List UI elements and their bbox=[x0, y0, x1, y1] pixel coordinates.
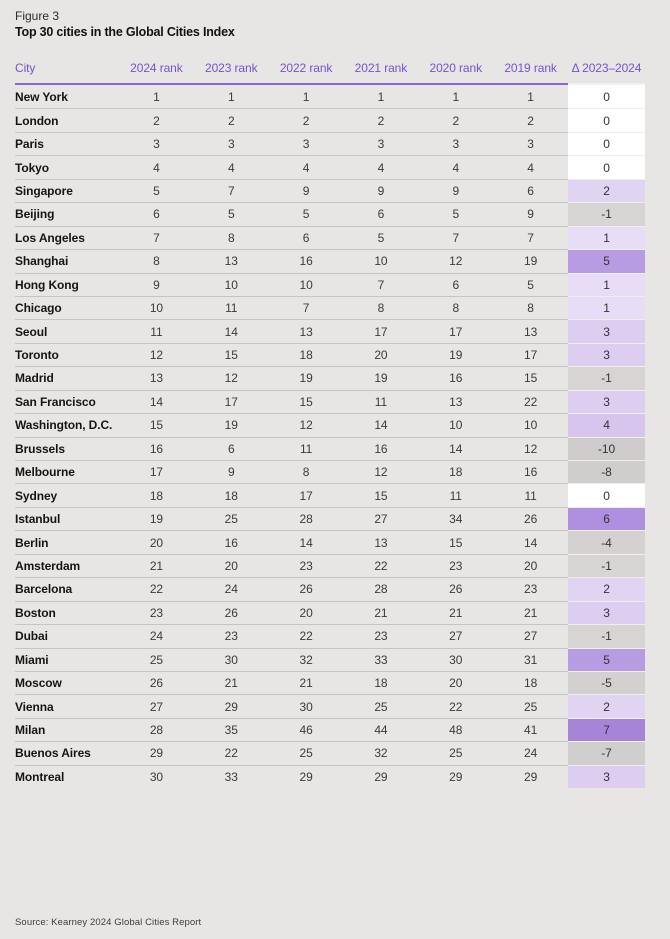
rank-cell: 48 bbox=[418, 718, 493, 741]
rank-cell: 22 bbox=[493, 390, 568, 413]
rank-cell: 4 bbox=[119, 155, 194, 178]
city-cell: Berlin bbox=[15, 530, 119, 553]
rank-cell: 2 bbox=[493, 108, 568, 131]
delta-cell: 0 bbox=[568, 108, 645, 131]
rank-cell: 13 bbox=[269, 319, 344, 342]
rank-cell: 27 bbox=[418, 624, 493, 647]
rank-cell: 6 bbox=[344, 202, 419, 225]
rank-cell: 1 bbox=[377, 89, 385, 104]
delta-cell: -4 bbox=[568, 530, 645, 553]
source-note: Source: Kearney 2024 Global Cities Report bbox=[15, 917, 202, 928]
delta-cell: 1 bbox=[568, 296, 645, 319]
rank-cell: 19 bbox=[418, 343, 493, 366]
city-cell: Los Angeles bbox=[15, 226, 119, 249]
rank-cell: 26 bbox=[493, 507, 568, 530]
rank-cell: 29 bbox=[269, 765, 344, 788]
table-row bbox=[15, 554, 645, 577]
delta-cell: 5 bbox=[568, 648, 645, 671]
rank-cell: 29 bbox=[344, 765, 419, 788]
delta-cell: 3 bbox=[568, 601, 645, 624]
city-cell: Paris bbox=[15, 132, 119, 155]
rank-cell: 16 bbox=[493, 460, 568, 483]
rank-cell: 9 bbox=[344, 179, 419, 202]
city-cell: Vienna bbox=[15, 694, 119, 717]
rank-cell: 5 bbox=[493, 273, 568, 296]
rank-cell: 28 bbox=[344, 577, 419, 600]
rank-cell: 20 bbox=[269, 601, 344, 624]
rank-cell: 14 bbox=[418, 437, 493, 460]
rank-cell: 15 bbox=[119, 413, 194, 436]
rank-cell: 20 bbox=[418, 671, 493, 694]
delta-cell: 7 bbox=[568, 718, 645, 741]
table-row bbox=[15, 85, 645, 108]
rank-cell: 30 bbox=[194, 648, 269, 671]
rank-cell: 14 bbox=[119, 390, 194, 413]
rank-cell: 14 bbox=[344, 413, 419, 436]
global-cities-index-table bbox=[15, 52, 645, 788]
rank-cell: 12 bbox=[344, 460, 419, 483]
rank-cell: 7 bbox=[344, 273, 419, 296]
rank-cell: 11 bbox=[119, 319, 194, 342]
delta-cell: 2 bbox=[568, 694, 645, 717]
table-row bbox=[15, 249, 645, 272]
column-header: City bbox=[15, 52, 119, 85]
rank-cell: 3 bbox=[269, 132, 344, 155]
delta-cell: 3 bbox=[568, 390, 645, 413]
city-cell: Milan bbox=[15, 718, 119, 741]
rank-cell: 33 bbox=[194, 765, 269, 788]
table-row bbox=[15, 226, 645, 249]
rank-cell: 15 bbox=[269, 390, 344, 413]
rank-cell: 15 bbox=[194, 343, 269, 366]
city-cell: Seoul bbox=[15, 319, 119, 342]
rank-cell: 28 bbox=[269, 507, 344, 530]
rank-cell: 19 bbox=[493, 249, 568, 272]
rank-cell: 14 bbox=[194, 319, 269, 342]
delta-cell: 0 bbox=[568, 132, 645, 155]
rank-cell: 19 bbox=[119, 507, 194, 530]
rank-cell: 23 bbox=[344, 624, 419, 647]
city-cell: Dubai bbox=[15, 624, 119, 647]
rank-cell: 3 bbox=[119, 132, 194, 155]
rank-cell: 11 bbox=[194, 296, 269, 319]
delta-cell: 0 bbox=[568, 85, 645, 108]
delta-cell: 3 bbox=[568, 343, 645, 366]
table-row bbox=[15, 671, 645, 694]
delta-cell: -1 bbox=[568, 624, 645, 647]
rank-cell: 4 bbox=[194, 155, 269, 178]
delta-cell: 0 bbox=[568, 155, 645, 178]
column-header: 2023 rank bbox=[194, 52, 269, 85]
rank-cell: 6 bbox=[119, 202, 194, 225]
rank-cell: 24 bbox=[493, 741, 568, 764]
rank-cell: 15 bbox=[493, 366, 568, 389]
rank-cell: 22 bbox=[418, 694, 493, 717]
rank-cell: 25 bbox=[418, 741, 493, 764]
rank-cell: 32 bbox=[344, 741, 419, 764]
rank-cell: 30 bbox=[119, 765, 194, 788]
rank-cell: 11 bbox=[344, 390, 419, 413]
rank-cell: 26 bbox=[269, 577, 344, 600]
rank-cell: 18 bbox=[194, 483, 269, 506]
rank-cell: 19 bbox=[269, 366, 344, 389]
city-cell: Brussels bbox=[15, 437, 119, 460]
city-cell: Boston bbox=[15, 601, 119, 624]
city-cell: New York bbox=[15, 89, 68, 104]
table-row bbox=[15, 741, 645, 764]
rank-cell: 19 bbox=[194, 413, 269, 436]
figure-label: Figure 3 bbox=[15, 9, 60, 23]
rank-cell: 17 bbox=[194, 390, 269, 413]
rank-cell: 7 bbox=[119, 226, 194, 249]
rank-cell: 7 bbox=[418, 226, 493, 249]
rank-cell: 21 bbox=[269, 671, 344, 694]
table-row bbox=[15, 437, 645, 460]
delta-cell: -1 bbox=[568, 366, 645, 389]
rank-cell: 3 bbox=[418, 132, 493, 155]
rank-cell: 31 bbox=[493, 648, 568, 671]
rank-cell: 9 bbox=[194, 460, 269, 483]
table-row bbox=[15, 648, 645, 671]
rank-cell: 26 bbox=[194, 601, 269, 624]
rank-cell: 21 bbox=[344, 601, 419, 624]
rank-cell: 22 bbox=[194, 741, 269, 764]
rank-cell: 18 bbox=[269, 343, 344, 366]
rank-cell: 20 bbox=[493, 554, 568, 577]
rank-cell: 24 bbox=[194, 577, 269, 600]
city-cell: Madrid bbox=[15, 366, 119, 389]
column-header: 2024 rank bbox=[119, 52, 194, 85]
rank-cell: 12 bbox=[418, 249, 493, 272]
city-cell: Singapore bbox=[15, 179, 119, 202]
rank-cell: 30 bbox=[269, 694, 344, 717]
figure-title: Top 30 cities in the Global Cities Index bbox=[15, 25, 235, 39]
rank-cell: 26 bbox=[418, 577, 493, 600]
city-cell: San Francisco bbox=[15, 390, 119, 413]
rank-cell: 18 bbox=[418, 460, 493, 483]
rank-cell: 14 bbox=[269, 530, 344, 553]
city-cell: Amsterdam bbox=[15, 554, 119, 577]
rank-cell: 27 bbox=[119, 694, 194, 717]
table-row bbox=[15, 718, 645, 741]
rank-cell: 13 bbox=[418, 390, 493, 413]
delta-cell: 1 bbox=[568, 226, 645, 249]
rank-cell: 28 bbox=[119, 718, 194, 741]
rank-cell: 15 bbox=[344, 483, 419, 506]
delta-cell: 0 bbox=[568, 483, 645, 506]
rank-cell: 2 bbox=[418, 108, 493, 131]
rank-cell: 20 bbox=[344, 343, 419, 366]
city-cell: Montreal bbox=[15, 765, 119, 788]
rank-cell: 5 bbox=[344, 226, 419, 249]
rank-cell: 8 bbox=[269, 460, 344, 483]
delta-cell: -7 bbox=[568, 741, 645, 764]
rank-cell: 3 bbox=[194, 132, 269, 155]
delta-cell: 2 bbox=[568, 179, 645, 202]
rank-cell: 1 bbox=[227, 89, 235, 104]
rank-cell: 22 bbox=[344, 554, 419, 577]
rank-cell: 25 bbox=[269, 741, 344, 764]
rank-cell: 16 bbox=[269, 249, 344, 272]
table-row bbox=[15, 577, 645, 600]
rank-cell: 8 bbox=[194, 226, 269, 249]
table-row bbox=[15, 132, 645, 155]
table-row bbox=[15, 155, 645, 178]
table-row bbox=[15, 202, 645, 225]
table-row bbox=[15, 601, 645, 624]
rank-cell: 8 bbox=[493, 296, 568, 319]
city-cell: London bbox=[15, 108, 119, 131]
table-row bbox=[15, 483, 645, 506]
delta-cell: 6 bbox=[568, 507, 645, 530]
rank-cell: 5 bbox=[194, 202, 269, 225]
table-row bbox=[15, 179, 645, 202]
rank-cell: 8 bbox=[418, 296, 493, 319]
rank-cell: 5 bbox=[418, 202, 493, 225]
table-row bbox=[15, 765, 645, 788]
table-row bbox=[15, 319, 645, 342]
rank-cell: 8 bbox=[344, 296, 419, 319]
rank-cell: 1 bbox=[153, 89, 160, 104]
rank-cell: 12 bbox=[119, 343, 194, 366]
rank-cell: 2 bbox=[269, 108, 344, 131]
rank-cell: 29 bbox=[194, 694, 269, 717]
delta-cell: -5 bbox=[568, 671, 645, 694]
table-row bbox=[15, 507, 645, 530]
rank-cell: 23 bbox=[269, 554, 344, 577]
delta-cell: 5 bbox=[568, 249, 645, 272]
rank-cell: 21 bbox=[493, 601, 568, 624]
rank-cell: 21 bbox=[418, 601, 493, 624]
rank-cell: 27 bbox=[344, 507, 419, 530]
city-cell: Washington, D.C. bbox=[15, 413, 119, 436]
rank-cell: 18 bbox=[493, 671, 568, 694]
table-row bbox=[15, 296, 645, 319]
rank-cell: 13 bbox=[119, 366, 194, 389]
table-row bbox=[15, 343, 645, 366]
rank-cell: 11 bbox=[269, 437, 344, 460]
column-header: 2020 rank bbox=[418, 52, 493, 85]
rank-cell: 13 bbox=[194, 249, 269, 272]
delta-cell: 4 bbox=[568, 413, 645, 436]
rank-cell: 16 bbox=[344, 437, 419, 460]
rank-cell: 17 bbox=[269, 483, 344, 506]
rank-cell: 10 bbox=[194, 273, 269, 296]
rank-cell: 25 bbox=[194, 507, 269, 530]
delta-cell: -8 bbox=[568, 460, 645, 483]
rank-cell: 29 bbox=[493, 765, 568, 788]
rank-cell: 18 bbox=[119, 483, 194, 506]
column-header: 2019 rank bbox=[493, 52, 568, 85]
rank-cell: 6 bbox=[493, 179, 568, 202]
rank-cell: 17 bbox=[119, 460, 194, 483]
rank-cell: 12 bbox=[493, 437, 568, 460]
rank-cell: 21 bbox=[119, 554, 194, 577]
rank-cell: 4 bbox=[493, 155, 568, 178]
rank-cell: 17 bbox=[344, 319, 419, 342]
rank-cell: 9 bbox=[119, 273, 194, 296]
rank-cell: 15 bbox=[418, 530, 493, 553]
table-row bbox=[15, 273, 645, 296]
city-cell: Sydney bbox=[15, 483, 119, 506]
city-cell: Moscow bbox=[15, 671, 119, 694]
rank-cell: 3 bbox=[344, 132, 419, 155]
rank-cell: 4 bbox=[418, 155, 493, 178]
city-cell: Barcelona bbox=[15, 577, 119, 600]
rank-cell: 14 bbox=[493, 530, 568, 553]
rank-cell: 7 bbox=[493, 226, 568, 249]
rank-cell: 5 bbox=[119, 179, 194, 202]
city-cell: Chicago bbox=[15, 296, 119, 319]
rank-cell: 2 bbox=[194, 108, 269, 131]
rank-cell: 7 bbox=[194, 179, 269, 202]
rank-cell: 25 bbox=[119, 648, 194, 671]
rank-cell: 44 bbox=[344, 718, 419, 741]
delta-cell: -1 bbox=[568, 202, 645, 225]
rank-cell: 4 bbox=[269, 155, 344, 178]
rank-cell: 8 bbox=[119, 249, 194, 272]
rank-cell: 32 bbox=[269, 648, 344, 671]
rank-cell: 9 bbox=[493, 202, 568, 225]
rank-cell: 9 bbox=[418, 179, 493, 202]
table-body bbox=[15, 85, 645, 788]
rank-cell: 24 bbox=[119, 624, 194, 647]
rank-cell: 6 bbox=[269, 226, 344, 249]
rank-cell: 46 bbox=[269, 718, 344, 741]
rank-cell: 11 bbox=[493, 483, 568, 506]
rank-cell: 26 bbox=[119, 671, 194, 694]
rank-cell: 16 bbox=[119, 437, 194, 460]
table-row bbox=[15, 390, 645, 413]
rank-cell: 17 bbox=[493, 343, 568, 366]
table-header bbox=[15, 52, 645, 85]
table-row bbox=[15, 460, 645, 483]
rank-cell: 21 bbox=[194, 671, 269, 694]
rank-cell: 9 bbox=[269, 179, 344, 202]
rank-cell: 20 bbox=[194, 554, 269, 577]
city-cell: Beijing bbox=[15, 202, 119, 225]
city-cell: Melbourne bbox=[15, 460, 119, 483]
table-row bbox=[15, 108, 645, 131]
rank-cell: 23 bbox=[493, 577, 568, 600]
rank-cell: 22 bbox=[119, 577, 194, 600]
rank-cell: 6 bbox=[418, 273, 493, 296]
rank-cell: 10 bbox=[119, 296, 194, 319]
rank-cell: 23 bbox=[194, 624, 269, 647]
rank-cell: 2 bbox=[344, 108, 419, 131]
rank-cell: 6 bbox=[194, 437, 269, 460]
rank-cell: 11 bbox=[418, 483, 493, 506]
rank-cell: 29 bbox=[418, 765, 493, 788]
delta-cell: -10 bbox=[568, 437, 645, 460]
rank-cell: 27 bbox=[493, 624, 568, 647]
rank-cell: 10 bbox=[344, 249, 419, 272]
rank-cell: 25 bbox=[493, 694, 568, 717]
rank-cell: 5 bbox=[269, 202, 344, 225]
rank-cell: 10 bbox=[493, 413, 568, 436]
rank-cell: 2 bbox=[119, 108, 194, 131]
rank-cell: 16 bbox=[418, 366, 493, 389]
rank-cell: 25 bbox=[344, 694, 419, 717]
city-cell: Hong Kong bbox=[15, 273, 119, 296]
rank-cell: 23 bbox=[418, 554, 493, 577]
city-cell: Miami bbox=[15, 648, 119, 671]
rank-cell: 17 bbox=[418, 319, 493, 342]
table-row bbox=[15, 694, 645, 717]
column-header: Δ 2023–2024 bbox=[568, 52, 645, 85]
delta-cell: 3 bbox=[568, 319, 645, 342]
city-cell: Shanghai bbox=[15, 249, 119, 272]
column-header: 2021 rank bbox=[344, 52, 419, 85]
city-cell: Toronto bbox=[15, 343, 119, 366]
rank-cell: 3 bbox=[493, 132, 568, 155]
rank-cell: 20 bbox=[119, 530, 194, 553]
rank-cell: 12 bbox=[269, 413, 344, 436]
rank-cell: 13 bbox=[493, 319, 568, 342]
city-cell: Tokyo bbox=[15, 155, 119, 178]
column-header: 2022 rank bbox=[269, 52, 344, 85]
rank-cell: 30 bbox=[418, 648, 493, 671]
delta-cell: 1 bbox=[568, 273, 645, 296]
rank-cell: 4 bbox=[344, 155, 419, 178]
table-row bbox=[15, 530, 645, 553]
rank-cell: 41 bbox=[493, 718, 568, 741]
rank-cell: 35 bbox=[194, 718, 269, 741]
city-cell: Istanbul bbox=[15, 507, 119, 530]
rank-cell: 7 bbox=[269, 296, 344, 319]
rank-cell: 16 bbox=[194, 530, 269, 553]
rank-cell: 1 bbox=[452, 89, 460, 104]
table-row bbox=[15, 413, 645, 436]
rank-cell: 18 bbox=[344, 671, 419, 694]
rank-cell: 12 bbox=[194, 366, 269, 389]
city-cell: Buenos Aires bbox=[15, 741, 119, 764]
rank-cell: 1 bbox=[302, 89, 310, 104]
delta-cell: -1 bbox=[568, 554, 645, 577]
rank-cell: 10 bbox=[418, 413, 493, 436]
table-row bbox=[15, 624, 645, 647]
rank-cell: 22 bbox=[269, 624, 344, 647]
table-row bbox=[15, 366, 645, 389]
rank-cell: 29 bbox=[119, 741, 194, 764]
delta-cell: 2 bbox=[568, 577, 645, 600]
rank-cell: 34 bbox=[418, 507, 493, 530]
rank-cell: 1 bbox=[527, 89, 534, 104]
rank-cell: 13 bbox=[344, 530, 419, 553]
rank-cell: 33 bbox=[344, 648, 419, 671]
rank-cell: 23 bbox=[119, 601, 194, 624]
rank-cell: 19 bbox=[344, 366, 419, 389]
delta-cell: 3 bbox=[568, 765, 645, 788]
rank-cell: 10 bbox=[269, 273, 344, 296]
